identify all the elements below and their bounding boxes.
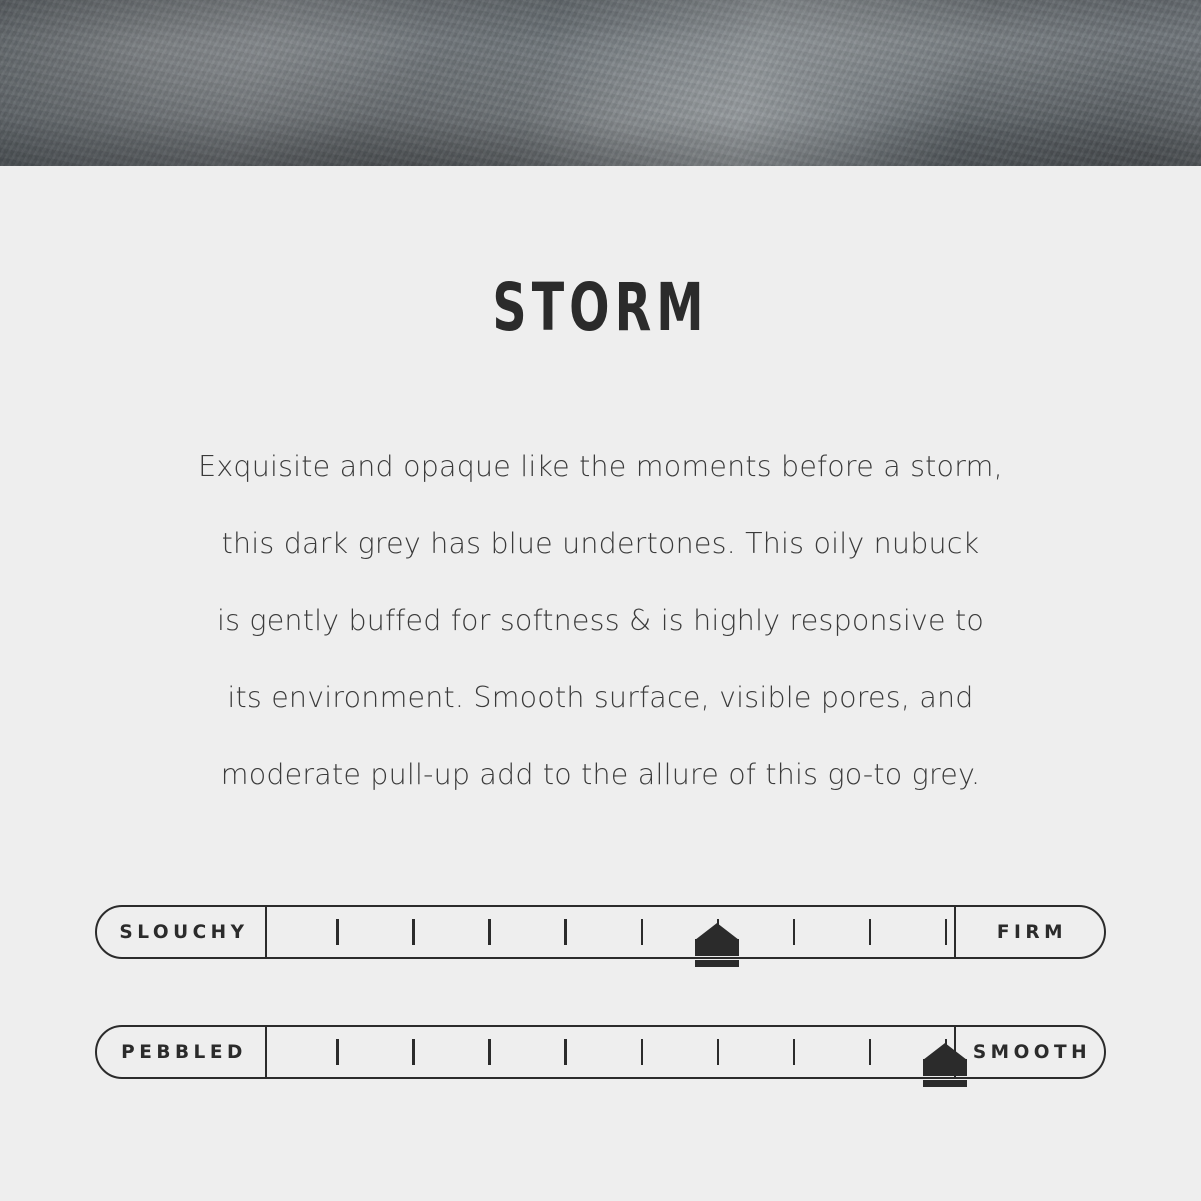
description-line: its environment. Smooth surface, visible pores, and xyxy=(227,681,974,714)
scale-tick xyxy=(945,919,948,945)
scale-drape-track xyxy=(95,905,1106,959)
description-line: this dark grey has blue undertones. This oily nubuck xyxy=(221,527,980,560)
marker-pointer-icon xyxy=(695,923,739,963)
scale-tick xyxy=(641,919,644,945)
scale-tick xyxy=(717,1039,720,1065)
scale-drape-ticks xyxy=(267,907,958,957)
scale-tick xyxy=(869,1039,872,1065)
page-title: STORM xyxy=(492,269,709,346)
scale-tick xyxy=(641,1039,644,1065)
scale-tick xyxy=(488,1039,491,1065)
scale-drape-right-label: FIRM xyxy=(954,907,1104,957)
marker-pointer-icon xyxy=(923,1043,967,1083)
description-line: is gently buffed for softness & is highly responsive to xyxy=(216,604,985,637)
swatch-vignette xyxy=(0,0,1201,166)
scale-texture-right-label: SMOOTH xyxy=(954,1027,1104,1077)
scale-tick xyxy=(564,919,567,945)
scale-texture-track xyxy=(95,1025,1106,1079)
scale-tick xyxy=(869,919,872,945)
attribute-scales xyxy=(95,905,1106,1145)
scale-drape-left-label: SLOUCHY xyxy=(97,907,267,957)
scale-tick xyxy=(488,919,491,945)
scale-tick xyxy=(412,919,415,945)
scale-drape xyxy=(95,905,1106,1025)
leather-swatch-image xyxy=(0,0,1201,166)
scale-tick xyxy=(793,919,796,945)
scale-texture xyxy=(95,1025,1106,1145)
description-line: moderate pull-up add to the allure of this go-to grey. xyxy=(220,758,981,791)
scale-drape-marker[interactable] xyxy=(695,923,739,963)
scale-texture-left-label: PEBBLED xyxy=(97,1027,267,1077)
scale-texture-ticks xyxy=(267,1027,958,1077)
scale-tick xyxy=(793,1039,796,1065)
scale-tick xyxy=(564,1039,567,1065)
scale-texture-marker[interactable] xyxy=(923,1043,967,1083)
scale-tick xyxy=(336,1039,339,1065)
scale-tick xyxy=(336,919,339,945)
description-line: Exquisite and opaque like the moments before a storm, xyxy=(198,450,1003,483)
description-text xyxy=(150,428,1051,813)
scale-tick xyxy=(412,1039,415,1065)
